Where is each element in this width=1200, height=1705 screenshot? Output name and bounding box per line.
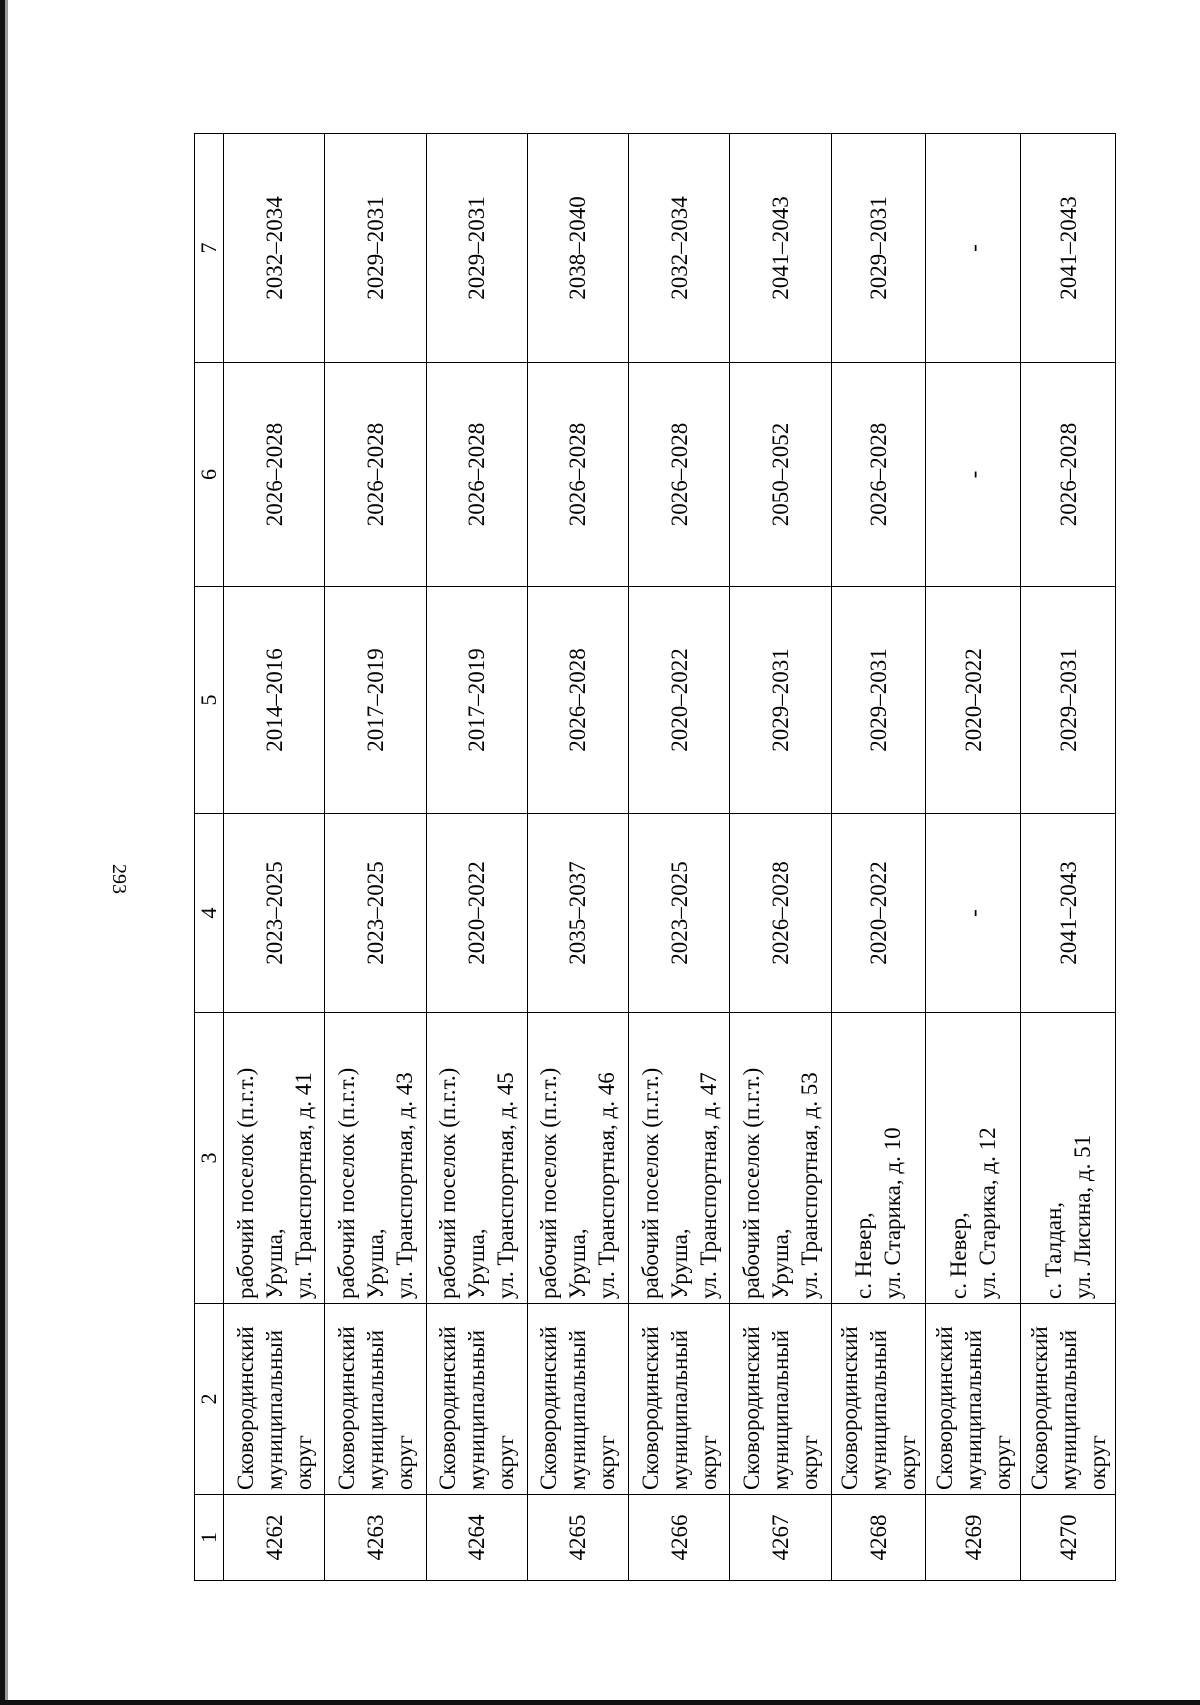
address-cell-line: рабочий поселок (п.г.т.): [637, 1067, 663, 1299]
table-row: [730, 134, 831, 1581]
district-cell-line: Сковородинский: [1026, 1326, 1052, 1490]
table-row: [224, 134, 325, 1581]
address-cell-line: ул. Старика, д. 10: [880, 1127, 906, 1299]
address-cell: [224, 1013, 325, 1304]
address-cell: [1021, 1013, 1116, 1304]
district-cell: [831, 1304, 926, 1495]
row-number-cell: 4263: [325, 1495, 426, 1581]
rotated-table-wrapper: [194, 134, 1116, 1581]
period-cell-7: -: [926, 134, 1021, 363]
address-cell-line: ул. Транспортная, д. 47: [695, 1072, 721, 1299]
district-cell-line: округ: [594, 1435, 620, 1490]
district-cell: [629, 1304, 730, 1495]
period-cell-7: 2041–2043: [730, 134, 831, 363]
period-cell-6: 2026–2028: [527, 363, 628, 587]
period-cell-6: 2026–2028: [1021, 363, 1116, 587]
row-number-cell: 4265: [527, 1495, 628, 1581]
period-cell-6: -: [926, 363, 1021, 587]
row-number-cell: 4268: [831, 1495, 926, 1581]
period-cell-4: 2026–2028: [730, 814, 831, 1013]
district-cell-line: Сковородинский: [931, 1326, 957, 1490]
district-cell: [926, 1304, 1021, 1495]
address-cell-line: ул. Лисина, д. 51: [1070, 1134, 1096, 1299]
period-cell-7: 2032–2034: [224, 134, 325, 363]
address-cell-line: ул. Транспортная, д. 46: [594, 1072, 620, 1299]
period-cell-4: 2035–2037: [527, 814, 628, 1013]
scan-edge-left-shadow: [5, 0, 8, 1705]
address-cell-line: ул. Транспортная, д. 43: [391, 1072, 417, 1299]
address-cell-line: с. Талдан,: [1041, 1201, 1067, 1299]
district-cell-line: муниципальный: [464, 1329, 490, 1490]
address-cell-line: ул. Транспортная, д. 41: [290, 1072, 316, 1299]
district-cell-line: округ: [796, 1435, 822, 1490]
district-cell-line: Сковородинский: [232, 1326, 258, 1490]
period-cell-5: 2029–2031: [1021, 587, 1116, 814]
district-cell-line: округ: [1084, 1435, 1110, 1490]
column-header: 3: [195, 1013, 224, 1304]
row-number-cell: 4267: [730, 1495, 831, 1581]
district-cell: [730, 1304, 831, 1495]
district-cell: [224, 1304, 325, 1495]
address-cell-line: рабочий поселок (п.г.т.): [333, 1067, 359, 1299]
address-cell: [926, 1013, 1021, 1304]
district-cell-line: округ: [894, 1435, 920, 1490]
district-cell-line: округ: [290, 1435, 316, 1490]
period-cell-6: 2026–2028: [325, 363, 426, 587]
table-row: [926, 134, 1021, 1581]
address-cell: [426, 1013, 527, 1304]
period-cell-7: 2032–2034: [629, 134, 730, 363]
address-cell: [831, 1013, 926, 1304]
row-number-cell: 4269: [926, 1495, 1021, 1581]
district-cell-line: Сковородинский: [836, 1326, 862, 1490]
district-cell-line: Сковородинский: [738, 1326, 764, 1490]
district-cell-line: муниципальный: [565, 1329, 591, 1490]
table-row: [1021, 134, 1116, 1581]
period-cell-5: 2029–2031: [831, 587, 926, 814]
district-cell-line: округ: [391, 1435, 417, 1490]
period-cell-4: 2020–2022: [426, 814, 527, 1013]
table-row: [426, 134, 527, 1581]
period-cell-5: 2029–2031: [730, 587, 831, 814]
period-cell-6: 2050–2052: [730, 363, 831, 587]
header-row: [195, 134, 224, 1581]
district-cell-line: муниципальный: [261, 1329, 287, 1490]
table-row: [831, 134, 926, 1581]
address-cell: [325, 1013, 426, 1304]
table-row: [629, 134, 730, 1581]
district-cell-line: муниципальный: [960, 1329, 986, 1490]
period-cell-6: 2026–2028: [426, 363, 527, 587]
district-cell-line: Сковородинский: [435, 1326, 461, 1490]
period-cell-6: 2026–2028: [224, 363, 325, 587]
period-cell-5: 2026–2028: [527, 587, 628, 814]
address-cell-line: рабочий поселок (п.г.т.): [435, 1067, 461, 1299]
district-cell-line: муниципальный: [666, 1329, 692, 1490]
address-cell-line: рабочий поселок (п.г.т.): [536, 1067, 562, 1299]
district-cell-line: муниципальный: [767, 1329, 793, 1490]
column-header: 6: [195, 363, 224, 587]
period-cell-5: 2017–2019: [325, 587, 426, 814]
district-cell-line: муниципальный: [865, 1329, 891, 1490]
period-cell-6: 2026–2028: [831, 363, 926, 587]
address-cell-line: ул. Транспортная, д. 53: [796, 1072, 822, 1299]
district-cell-line: Сковородинский: [637, 1326, 663, 1490]
period-cell-4: -: [926, 814, 1021, 1013]
row-number-cell: 4270: [1021, 1495, 1116, 1581]
period-cell-7: 2029–2031: [325, 134, 426, 363]
scan-edge-bottom: [0, 1700, 1200, 1705]
table-row: [527, 134, 628, 1581]
address-cell-line: Уруша,: [464, 1228, 490, 1299]
district-cell: [426, 1304, 527, 1495]
data-table: [194, 133, 1116, 1581]
period-cell-7: 2041–2043: [1021, 134, 1116, 363]
district-cell-line: округ: [695, 1435, 721, 1490]
period-cell-7: 2038–2040: [527, 134, 628, 363]
district-cell-line: муниципальный: [362, 1329, 388, 1490]
district-cell: [527, 1304, 628, 1495]
page-number: 293: [108, 864, 130, 894]
period-cell-7: 2029–2031: [831, 134, 926, 363]
address-cell-line: Уруша,: [666, 1228, 692, 1299]
period-cell-5: 2020–2022: [629, 587, 730, 814]
district-cell-line: округ: [989, 1435, 1015, 1490]
column-header: 5: [195, 587, 224, 814]
row-number-cell: 4266: [629, 1495, 730, 1581]
column-header: 1: [195, 1495, 224, 1581]
district-cell: [1021, 1304, 1116, 1495]
address-cell: [629, 1013, 730, 1304]
address-cell-line: с. Невер,: [946, 1212, 972, 1299]
address-cell-line: рабочий поселок (п.г.т.): [738, 1067, 764, 1299]
row-number-cell: 4264: [426, 1495, 527, 1581]
address-cell-line: Уруша,: [767, 1228, 793, 1299]
column-header: 4: [195, 814, 224, 1013]
table-body: [224, 134, 1116, 1581]
period-cell-6: 2026–2028: [629, 363, 730, 587]
district-cell-line: округ: [493, 1435, 519, 1490]
address-cell: [730, 1013, 831, 1304]
period-cell-4: 2023–2025: [629, 814, 730, 1013]
column-header: 2: [195, 1304, 224, 1495]
period-cell-4: 2023–2025: [325, 814, 426, 1013]
period-cell-5: 2017–2019: [426, 587, 527, 814]
district-cell-line: Сковородинский: [333, 1326, 359, 1490]
district-cell: [325, 1304, 426, 1495]
period-cell-4: 2023–2025: [224, 814, 325, 1013]
address-cell-line: с. Невер,: [851, 1212, 877, 1299]
period-cell-5: 2020–2022: [926, 587, 1021, 814]
district-cell-line: муниципальный: [1055, 1329, 1081, 1490]
period-cell-5: 2014–2016: [224, 587, 325, 814]
period-cell-4: 2020–2022: [831, 814, 926, 1013]
address-cell-line: Уруша,: [261, 1228, 287, 1299]
district-cell-line: Сковородинский: [536, 1326, 562, 1490]
address-cell-line: рабочий поселок (п.г.т.): [232, 1067, 258, 1299]
address-cell: [527, 1013, 628, 1304]
period-cell-7: 2029–2031: [426, 134, 527, 363]
period-cell-4: 2041–2043: [1021, 814, 1116, 1013]
column-header: 7: [195, 134, 224, 363]
address-cell-line: Уруша,: [362, 1228, 388, 1299]
address-cell-line: ул. Транспортная, д. 45: [493, 1072, 519, 1299]
row-number-cell: 4262: [224, 1495, 325, 1581]
table-row: [325, 134, 426, 1581]
address-cell-line: ул. Старика, д. 12: [975, 1127, 1001, 1299]
address-cell-line: Уруша,: [565, 1228, 591, 1299]
